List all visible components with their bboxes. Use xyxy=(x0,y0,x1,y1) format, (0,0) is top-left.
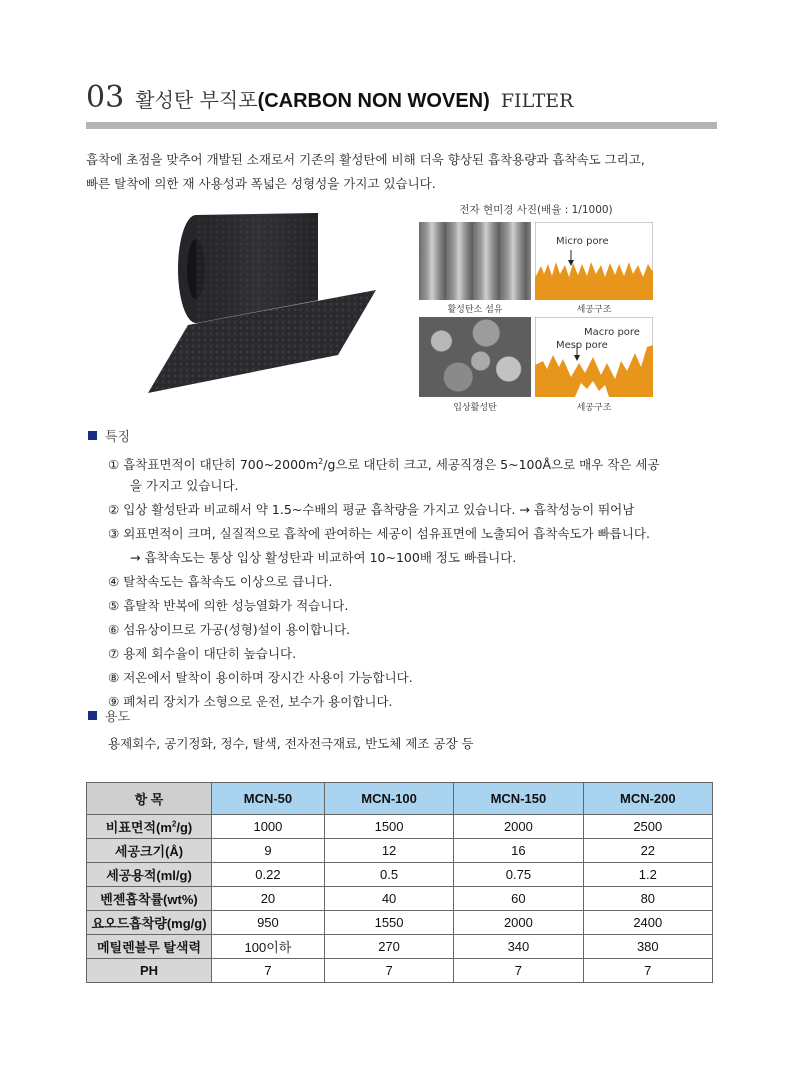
usage-heading xyxy=(88,706,130,725)
micro-pore-diagram xyxy=(535,222,653,300)
granular-photo xyxy=(419,317,531,397)
table-cell: 40 xyxy=(324,887,453,911)
table-cell: 20 xyxy=(212,887,325,911)
table-cell: 12 xyxy=(324,839,453,863)
feature-text: 저온에서 탈착이 용이하며 장시간 사용이 가능합니다. xyxy=(123,670,413,685)
row-label: 세공크기(Å) xyxy=(87,839,212,863)
feature-item xyxy=(108,690,728,714)
micro-pore-annotation: Micro pore xyxy=(556,236,609,247)
table-cell: 80 xyxy=(583,887,712,911)
table-row xyxy=(87,959,713,983)
feature-item xyxy=(108,570,728,594)
feature-text: /g으로 대단히 크고, 세공직경은 5~100Å으로 매우 작은 세공 xyxy=(323,457,660,473)
title-korean: 활성탄 부직포 xyxy=(135,88,258,112)
table-corner-header: 항 목 xyxy=(87,783,212,815)
feature-number: ③ xyxy=(108,526,120,541)
intro-paragraph xyxy=(86,148,726,196)
table-header-row xyxy=(87,783,713,815)
features-heading xyxy=(88,426,130,445)
table-row xyxy=(87,815,713,839)
section-number: 03 xyxy=(86,80,125,115)
table-cell: 380 xyxy=(583,935,712,959)
feature-text: 흡착표면적이 대단히 700~2000m xyxy=(123,457,319,473)
table-row xyxy=(87,863,713,887)
usage-heading-text: 용도 xyxy=(105,710,131,725)
bullet-square-icon xyxy=(88,711,97,720)
feature-number: ⑦ xyxy=(108,646,120,661)
feature-item-continuation: 을 가지고 있습니다. xyxy=(130,478,239,493)
row-label: 메틸렌블루 탈색력 xyxy=(87,935,212,959)
title-divider xyxy=(86,122,717,129)
micrograph-caption: 전자 현미경 사진(배율 : 1/1000) xyxy=(459,204,613,216)
feature-item xyxy=(108,618,728,642)
feature-item xyxy=(108,642,728,666)
pore-structure-label: 세공구조 xyxy=(576,305,612,315)
feature-number: ④ xyxy=(108,574,120,589)
feature-number: ⑨ xyxy=(108,694,120,709)
feature-item xyxy=(108,522,728,546)
table-cell: 1.2 xyxy=(583,863,712,887)
feature-number: ⑧ xyxy=(108,670,120,685)
table-cell: 270 xyxy=(324,935,453,959)
table-row xyxy=(87,887,713,911)
page-title xyxy=(86,80,573,120)
table-cell: 2000 xyxy=(454,815,583,839)
table-cell: 2500 xyxy=(583,815,712,839)
table-cell: 7 xyxy=(324,959,453,983)
row-label: 요오드흡착량(mg/g) xyxy=(87,911,212,935)
granular-label: 입상활성탄 xyxy=(453,403,497,413)
carbon-felt-roll-image xyxy=(118,205,378,395)
table-cell: 950 xyxy=(212,911,325,935)
features-heading-text: 특징 xyxy=(105,430,131,445)
table-row xyxy=(87,935,713,959)
spec-table xyxy=(86,782,713,983)
features-list xyxy=(108,450,728,714)
feature-item xyxy=(108,498,728,522)
feature-number: ② xyxy=(108,502,120,517)
table-cell: 7 xyxy=(212,959,325,983)
model-header: MCN-150 xyxy=(454,783,583,815)
table-cell: 100이하 xyxy=(212,935,325,959)
fiber-label: 활성탄소 섬유 xyxy=(447,305,503,315)
table-cell: 2400 xyxy=(583,911,712,935)
table-cell: 1000 xyxy=(212,815,325,839)
macro-pore-annotation: Macro pore xyxy=(584,327,640,338)
feature-number: ① xyxy=(108,457,120,473)
feature-text: 입상 활성탄과 비교해서 약 1.5~수배의 평균 흡착량을 가지고 있습니다. → 흡착성능이 뛰어남 xyxy=(123,502,635,517)
feature-text: 폐처리 장치가 소형으로 운전, 보수가 용이합니다. xyxy=(123,694,393,709)
feature-item xyxy=(108,594,728,618)
pore-structure-label: 세공구조 xyxy=(576,403,612,413)
bullet-square-icon xyxy=(88,431,97,440)
table-cell: 7 xyxy=(583,959,712,983)
table-cell: 0.5 xyxy=(324,863,453,887)
feature-text: 섬유상이므로 가공(성형)설이 용이합니다. xyxy=(123,622,351,637)
feature-text: 탈착속도는 흡착속도 이상으로 큽니다. xyxy=(123,574,333,589)
feature-item-continuation: → 흡착속도는 통상 입상 활성탄과 비교하여 10~100배 정도 빠릅니다. xyxy=(130,550,517,565)
usage-text: 용제회수, 공기정화, 정수, 탈색, 전자전극재료, 반도체 제조 공장 등 xyxy=(108,736,474,751)
intro-line: 흡착에 초점을 맞추어 개발된 소재로서 기존의 활성탄에 비해 더욱 향상된 흡착용량과 흡착속도 그리고, xyxy=(86,152,645,167)
feature-number: ⑤ xyxy=(108,598,120,613)
table-cell: 0.75 xyxy=(454,863,583,887)
model-header: MCN-100 xyxy=(324,783,453,815)
table-cell: 1500 xyxy=(324,815,453,839)
intro-line: 빠른 탈착에 의한 재 사용성과 폭넓은 성형성을 가지고 있습니다. xyxy=(86,176,436,191)
table-row xyxy=(87,839,713,863)
table-cell: 9 xyxy=(212,839,325,863)
feature-text: 흡탈착 반복에 의한 성능열화가 적습니다. xyxy=(123,598,349,613)
feature-item xyxy=(108,450,728,474)
meso-pore-annotation: Meso pore xyxy=(556,340,608,351)
row-label: 세공용적(ml/g) xyxy=(87,863,212,887)
table-row xyxy=(87,911,713,935)
title-suffix: FILTER xyxy=(500,90,574,112)
table-cell: 16 xyxy=(454,839,583,863)
model-header: MCN-50 xyxy=(212,783,325,815)
row-label: 비표면적$(m^2/g)$ xyxy=(87,815,212,839)
table-cell: 1550 xyxy=(324,911,453,935)
superscript: 2 xyxy=(318,457,324,466)
feature-number: ⑥ xyxy=(108,622,120,637)
title-english: (CARBON NON WOVEN) xyxy=(257,90,490,112)
table-cell: 22 xyxy=(583,839,712,863)
table-cell: 0.22 xyxy=(212,863,325,887)
feature-item xyxy=(108,666,728,690)
row-label: 벤젠흡착률(wt%) xyxy=(87,887,212,911)
feature-text: 외표면적이 크며, 실질적으로 흡착에 관여하는 세공이 섬유표면에 노출되어 흡착속도가 빠릅니다. xyxy=(123,526,650,541)
table-cell: 7 xyxy=(454,959,583,983)
table-cell: 340 xyxy=(454,935,583,959)
feature-text: 용제 회수율이 대단히 높습니다. xyxy=(123,646,297,661)
model-header: MCN-200 xyxy=(583,783,712,815)
row-label: PH xyxy=(87,959,212,983)
table-cell: 60 xyxy=(454,887,583,911)
table-cell: 2000 xyxy=(454,911,583,935)
fiber-photo xyxy=(419,222,531,300)
